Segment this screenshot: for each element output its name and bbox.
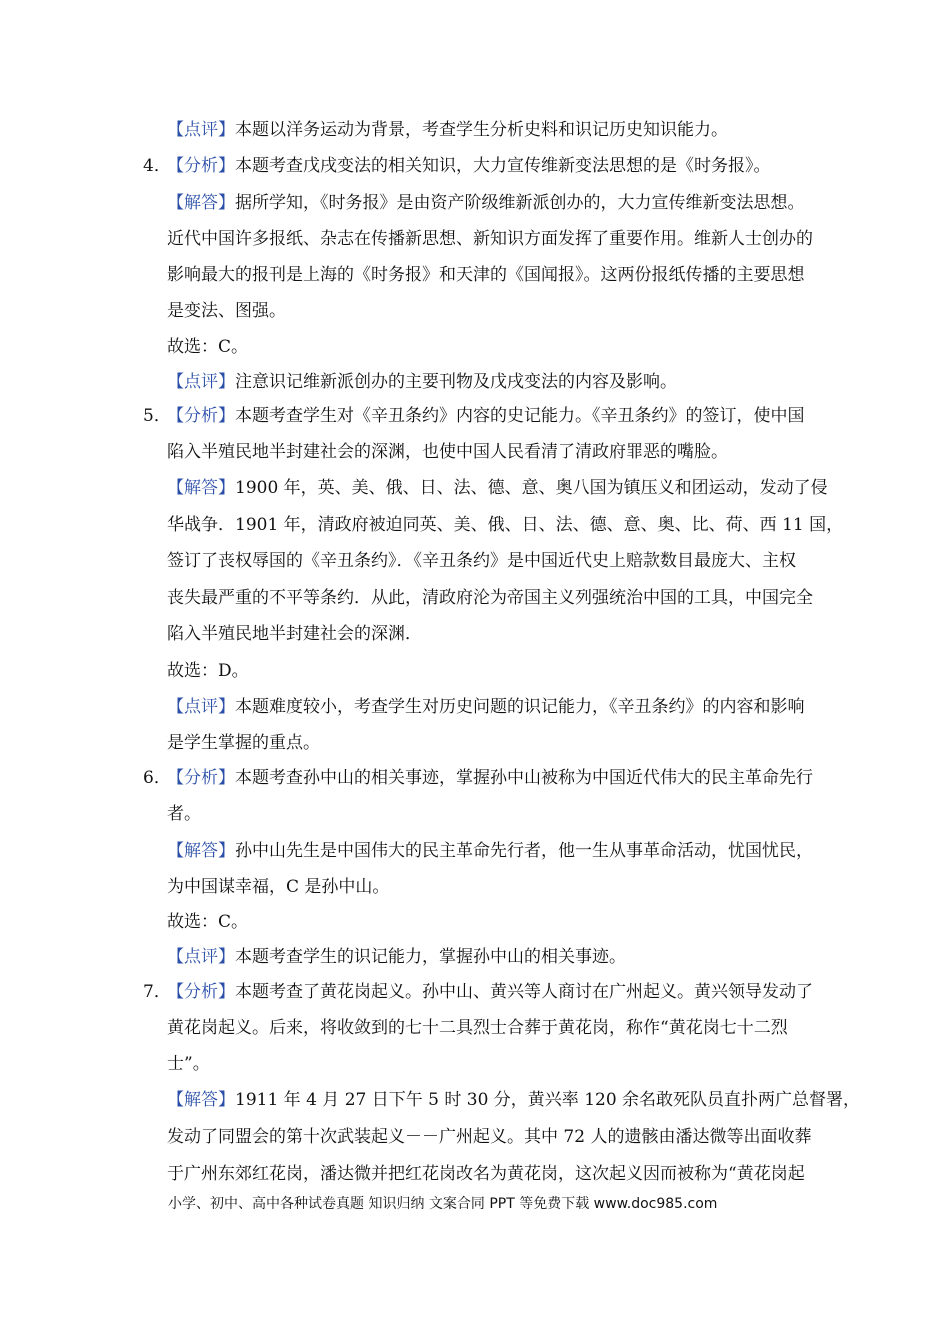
section-tag: 【解答】 <box>167 1090 235 1110</box>
section-tag: 【解答】 <box>167 478 235 498</box>
section-tag: 【解答】 <box>167 193 235 213</box>
question-number: 4． <box>143 156 171 176</box>
document-page: 【点评】本题以洋务运动为背景，考查学生分析史料和识记历史知识能力。 4． 【分析】本题考查戊戌变法的相关知识，大力宣传维新变法思想的是《时务报》。 【解答】据所学知，《时务报》是由资产阶级维新派创办的，大力宣传维新变法思想。 近代中国许多报纸、杂志在传播新思想、新知识方面发挥了重要作用。维新人士创办的 影响最大的报刊是上海的《时务报》和天津的《国闻报》。这两份报纸传播的主要思想 是变法、图强。 故选：C。 【点评】注意识记维新派创办的主要刊物及戊戌变法的内容及影响。 5． 【分析】本题考查学生对《辛丑条约》内容的史记能力。《辛丑条约》的签订，使中国 陷入半殖民地半封建社会的深渊，也使中国人民看清了清政府罪恶的嘴脸。 【解答】1900 年，英、美、俄、日、法、德、意、奥八国为镇压义和团运动，发动了侵 华战争．1901 年，清政府被迫同英、美、俄、日、法、德、意、奥、比、荷、西 11 国， 签订了丧权辱国的《辛丑条约》．《辛丑条约》是中国近代史上赔款数目最庞大、主权 丧失最严重的不平等条约．从此，清政府沦为帝国主义列强统治中国的工具，中国完全 陷入半殖民地半封建社会的深渊． 故选：D。 【点评】本题难度较小，考查学生对历史问题的识记能力，《辛丑条约》的内容和影响 是学生掌握的重点。 6． 【分析】本题考查孙中山的相关事迹，掌握孙中山被称为中国近代伟大的民主革命先行 者。 【解答】孙中山先生是中国伟大的民主革命先行者，他一生从事革命活动，忧国忧民， 为中国谋幸福，C 是孙中山。 故选：C。 【点评】本题考查学生的识记能力，掌握孙中山的相关事迹。 7． 【分析】本题考查了黄花岗起义。孙中山、黄兴等人商讨在广州起义。黄兴领导发动了 黄花岗起义。后来，将收敛到的七十二具烈士合葬于黄花岗，称作“黄花岗七十二烈 士”。 【解答】1911 年 4 月 27 日下午 5 时 30 分，黄兴率 120 余名敢死队员直扑两广总督署， 发动了同盟会的第十次武装起义－－广州起义。其中 72 人的遗骸由潘达微等出面收葬 于广州东郊红花岗，潘达微并把红花岗改名为黄花岗，这次起义因而被称为“黄花岗起 小学、初中、高中各种试卷真题 知识归纳 文案合同 PPT 等免费下载 www.doc985.com <box>143 120 861 1212</box>
section-tag: 【解答】 <box>167 841 235 861</box>
section-tag: 【分析】 <box>167 768 235 788</box>
section-tag: 【分析】 <box>167 156 235 176</box>
section-tag: 【点评】 <box>167 697 235 717</box>
section-tag: 【点评】 <box>167 372 235 392</box>
section-tag: 【点评】 <box>167 120 235 140</box>
section-tag: 【分析】 <box>167 406 235 426</box>
question-number: 6． <box>143 768 171 788</box>
question-number: 5． <box>143 406 171 426</box>
section-tag: 【点评】 <box>167 947 235 967</box>
footer-watermark: 小学、初中、高中各种试卷真题 知识归纳 文案合同 PPT 等免费下载 www.doc985.com <box>168 1196 718 1212</box>
question-number: 7． <box>143 982 171 1002</box>
section-tag: 【分析】 <box>167 982 235 1002</box>
